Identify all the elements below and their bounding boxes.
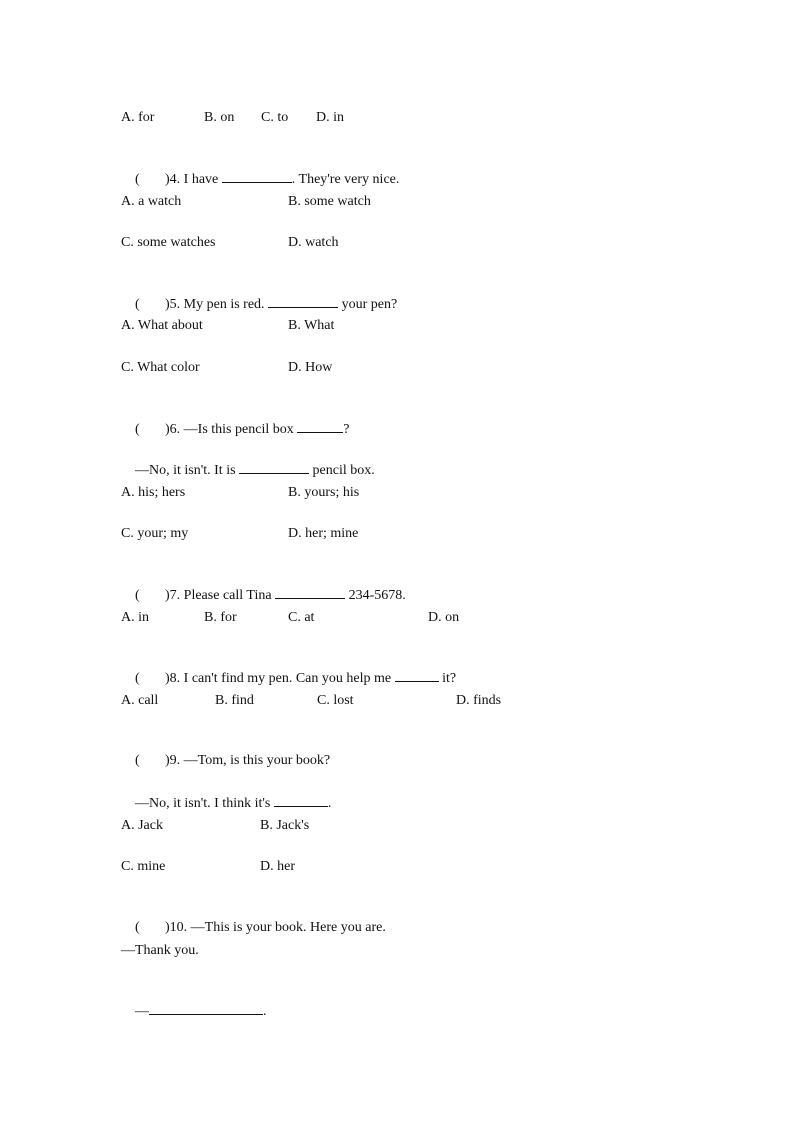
q10-stem-line3 xyxy=(121,984,267,1039)
question-number: )4. xyxy=(165,172,181,187)
answer-paren: ( xyxy=(135,297,140,312)
q3-option-b: B. on xyxy=(204,110,235,125)
q9-blank[interactable] xyxy=(274,794,328,807)
q3-option-c: C. to xyxy=(261,110,289,125)
q8-blank[interactable] xyxy=(395,669,439,682)
q8-text-before: I can't find my pen. Can you help me xyxy=(183,671,392,686)
q3-option-a: A. for xyxy=(121,110,155,125)
question-number: )8. xyxy=(165,671,181,686)
question-number: )7. xyxy=(165,588,181,603)
q4-option-a: A. a watch xyxy=(121,194,182,209)
answer-paren: ( xyxy=(135,671,140,686)
q8-option-d: D. finds xyxy=(456,693,502,708)
q6-line2-before: —No, it isn't. It is xyxy=(135,463,236,478)
question-number: )9. xyxy=(165,753,181,768)
q10-blank[interactable] xyxy=(149,1002,263,1015)
q8-option-a: A. call xyxy=(121,693,159,708)
q7-text-after: 234-5678. xyxy=(348,588,406,603)
q9-option-a: A. Jack xyxy=(121,818,163,833)
q4-blank[interactable] xyxy=(222,170,292,183)
q7-blank[interactable] xyxy=(275,586,345,599)
q9-option-c: C. mine xyxy=(121,859,166,874)
q5-option-b: B. What xyxy=(288,318,335,333)
answer-paren: ( xyxy=(135,422,140,437)
q4-option-d: D. watch xyxy=(288,235,339,250)
q8-stem xyxy=(121,651,456,706)
q9-line2-before: —No, it isn't. I think it's xyxy=(135,796,271,811)
q4-text-before: I have xyxy=(183,172,219,187)
q6-text-after: ? xyxy=(343,422,350,437)
q9-option-b: B. Jack's xyxy=(260,818,310,833)
q6-option-b: B. yours; his xyxy=(288,485,360,500)
q9-text-before: —Tom, is this your book? xyxy=(183,753,331,768)
q7-option-b: B. for xyxy=(204,610,237,625)
q6-blank-2[interactable] xyxy=(239,461,309,474)
q5-text-after: your pen? xyxy=(341,297,398,312)
q5-option-a: A. What about xyxy=(121,318,203,333)
q10-line3-before: — xyxy=(135,1004,149,1019)
question-number: )6. xyxy=(165,422,181,437)
q10-stem-line2: —Thank you. xyxy=(121,943,199,958)
q7-option-a: A. in xyxy=(121,610,149,625)
answer-paren: ( xyxy=(135,588,140,603)
q8-option-b: B. find xyxy=(215,693,254,708)
q7-option-d: D. on xyxy=(428,610,460,625)
q8-option-c: C. lost xyxy=(317,693,354,708)
q3-option-d: D. in xyxy=(316,110,344,125)
q6-option-c: C. your; my xyxy=(121,526,189,541)
q6-option-d: D. her; mine xyxy=(288,526,359,541)
q5-text-before: My pen is red. xyxy=(183,297,265,312)
answer-paren: ( xyxy=(135,920,140,935)
q7-option-c: C. at xyxy=(288,610,315,625)
q9-option-d: D. her xyxy=(260,859,295,874)
q6-option-a: A. his; hers xyxy=(121,485,186,500)
q9-line2-after: . xyxy=(327,796,332,811)
q5-option-d: D. How xyxy=(288,360,333,375)
q4-option-b: B. some watch xyxy=(288,194,371,209)
q6-line2-after: pencil box. xyxy=(312,463,375,478)
q4-option-c: C. some watches xyxy=(121,235,216,250)
answer-paren: ( xyxy=(135,172,140,187)
q4-text-after: . They're very nice. xyxy=(291,172,400,187)
q5-option-c: C. What color xyxy=(121,360,200,375)
q7-text-before: Please call Tina xyxy=(183,588,272,603)
question-number: )5. xyxy=(165,297,181,312)
q8-text-after: it? xyxy=(442,671,457,686)
q10-line3-after: . xyxy=(263,1004,267,1019)
q10-text-before: —This is your book. Here you are. xyxy=(190,920,386,935)
q6-text-before: —Is this pencil box xyxy=(183,422,294,437)
q6-blank-1[interactable] xyxy=(297,420,343,433)
q7-stem xyxy=(121,568,406,623)
q5-blank[interactable] xyxy=(268,295,338,308)
answer-paren: ( xyxy=(135,753,140,768)
question-number: )10. xyxy=(165,920,188,935)
